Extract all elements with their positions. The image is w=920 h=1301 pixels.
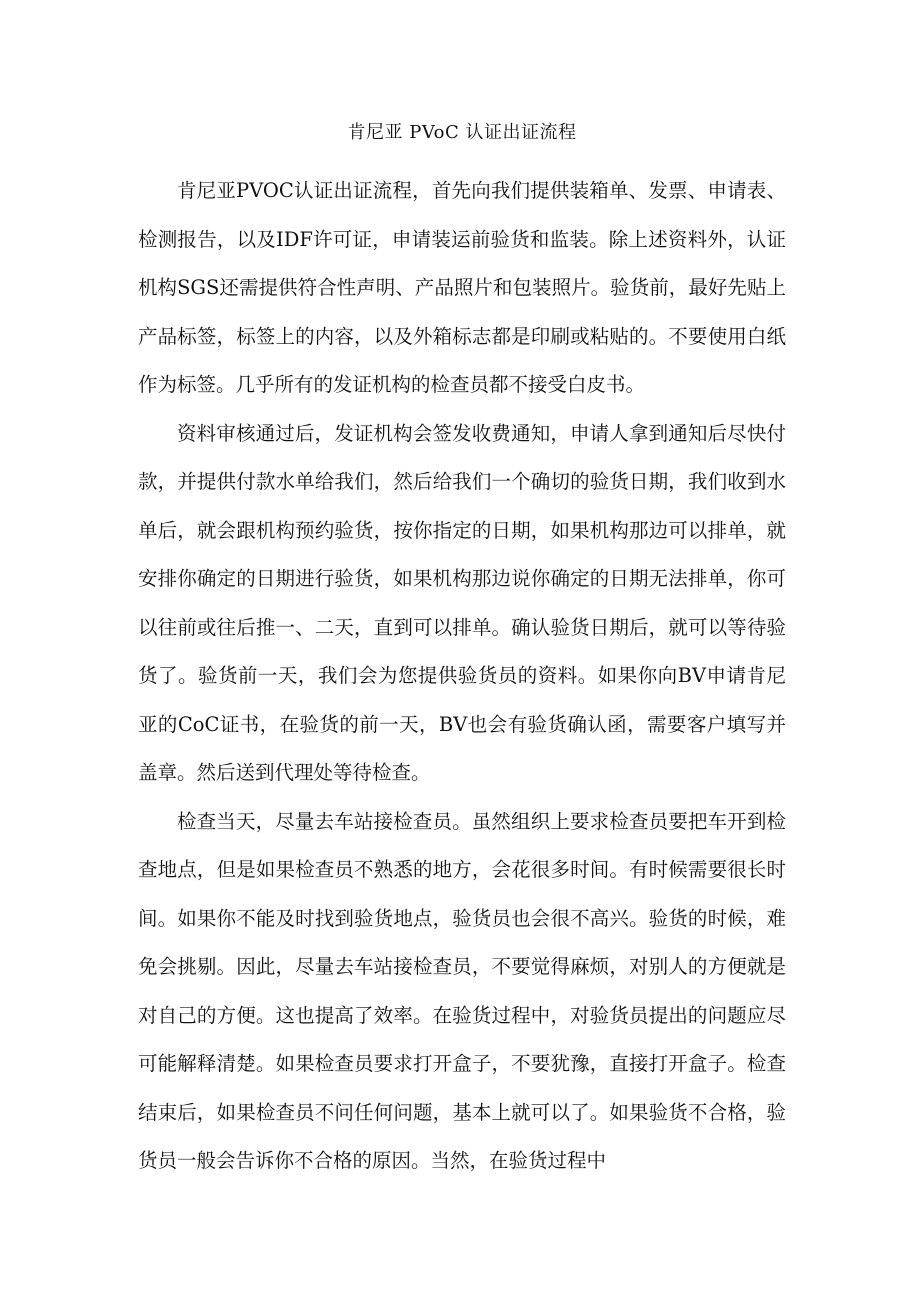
paragraph-2: 资料审核通过后，发证机构会签发收费通知，申请人拿到通知后尽快付款，并提供付款水单给我们，然后给我们一个确切的验货日期，我们收到水单后，就会跟机构预约验货，按你指定的日期，如果机构那边可以排单，就安排你确定的日期进行验货，如果机构那边说你确定的日期无法排单，你可以往前或往后推一、二天，直到可以排单。确认验货日期后，就可以等待验货了。验货前一天，我们会为您提供验货员的资料。如果你向BV申请肯尼亚的CoC证书，在验货的前一天，BV也会有验货确认函，需要客户填写并盖章。然后送到代理处等待检查。 [138,421,786,784]
paragraph-1: 肯尼亚PVOC认证出证流程，首先向我们提供装箱单、发票、申请表、检测报告，以及IDF许可证，申请装运前验货和监装。除上述资料外，认证机构SGS还需提供符合性声明、产品照片和包装照片。验货前，最好先贴上产品标签，标签上的内容，以及外箱标志都是印刷或粘贴的。不要使用白纸作为标签。几乎所有的发证机构的检查员都不接受白皮书。 [138,179,786,396]
document-body [138,167,786,1186]
document-title: 肯尼亚 PVoC 认证出证流程 [347,122,577,143]
paragraph-3: 检查当天，尽量去车站接检查员。虽然组织上要求检查员要把车开到检查地点，但是如果检查员不熟悉的地方，会花很多时间。有时候需要很长时间。如果你不能及时找到验货地点，验货员也会很不高兴。验货的时候，难免会挑剔。因此，尽量去车站接检查员，不要觉得麻烦，对别人的方便就是对自己的方便。这也提高了效率。在验货过程中，对验货员提出的问题应尽可能解释清楚。如果检查员要求打开盒子，不要犹豫，直接打开盒子。检查结束后，如果检查员不问任何问题，基本上就可以了。如果验货不合格，验货员一般会告诉你不合格的原因。当然，在验货过程中 [138,809,786,1172]
